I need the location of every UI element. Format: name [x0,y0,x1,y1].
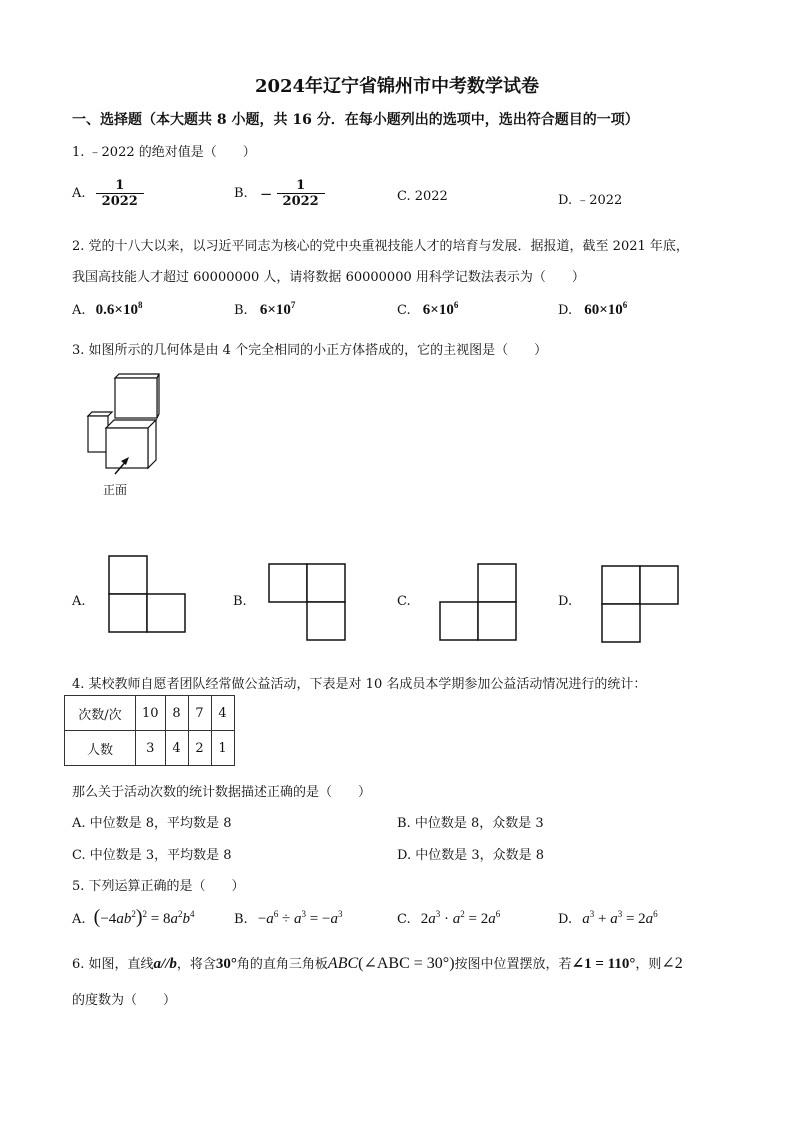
q2-d-label: D. [558,303,573,318]
q1-b-label: B. [234,186,248,201]
q5-a-label: A. [72,912,86,927]
q3-option-a-label[interactable]: A. [72,594,86,609]
q1-b-denominator: 2022 [277,193,325,209]
q5-option-c[interactable] [397,909,500,928]
q6-stem-line1 [72,953,683,973]
q2-option-d[interactable] [558,300,627,319]
q1-b-fraction [277,178,325,209]
q3-option-c-figure[interactable] [439,563,519,643]
q6-triangle-name: ABC [327,955,359,972]
q6-stem-line2: 的度数为（ ） [72,993,177,1008]
front-label: 正面 [103,483,128,497]
q6-angle1: ∠1 = 110° [571,956,636,972]
q2-option-b[interactable] [234,300,295,319]
q6-text-2: ，将含 [176,957,216,972]
q1-option-a[interactable] [72,178,144,209]
q1-stem: 1. ﹣2022 的绝对值是（ ） [72,145,256,160]
q2-c-label: C. [397,303,411,318]
q1-a-fraction [96,178,144,209]
table-cell: 8 [165,696,188,731]
q5-stem: 5. 下列运算正确的是（ ） [72,879,245,894]
q3-option-d-figure[interactable] [601,565,681,645]
q2-stem-line2: 我国高技能人才超过 60000000 人，请将数据 60000000 用科学记数法表示为（ ） [72,270,585,285]
table-row [65,731,235,766]
q2-c-value: $6\times 10^6$ [422,300,459,318]
q6-angle2: ∠2 [661,955,683,972]
q5-b-expression: $-a^6 \div a^3 = -a^3$ [257,909,343,927]
table-cell: 10 [136,696,166,731]
q1-option-c[interactable]: C. 2022 [397,189,448,204]
q4-option-b[interactable]: B. 中位数是 8，众数是 3 [397,816,544,831]
table-cell: 1 [211,731,234,766]
q5-d-label: D. [558,912,573,927]
q1-b-sign: − [259,184,273,203]
q5-c-label: C. [397,912,411,927]
q2-option-c[interactable] [397,300,458,319]
q5-option-a[interactable] [72,906,194,929]
q6-text-3: 角的直角三角板 [236,957,328,972]
q6-text-1: 6. 如图，直线 [72,957,154,972]
q1-b-numerator: 1 [296,178,306,193]
table-cell: 4 [165,731,188,766]
front-arrow-icon [112,455,132,477]
q2-a-label: A. [72,303,86,318]
q6-text-5: ，则 [635,957,662,972]
q2-a-value: $0.6\times 10^8$ [95,300,143,318]
q3-option-c-label[interactable]: C. [397,594,411,609]
table-row [65,696,235,731]
q4-option-d[interactable]: D. 中位数是 3，众数是 8 [397,848,545,863]
q6-condition: (∠ABC = 30°) [358,955,455,972]
q5-option-b[interactable] [234,909,342,928]
q3-stem: 3. 如图所示的几何体是由 4 个完全相同的小正方体搭成的，它的主视图是（ ） [72,343,548,358]
q5-c-expression: $2a^3 \cdot a^2 = 2a^6$ [420,909,501,927]
q1-option-d[interactable]: D. ﹣2022 [558,193,623,208]
table-cell: 人数 [65,731,136,766]
q1-a-numerator: 1 [115,178,125,193]
q3-option-b-figure[interactable] [268,563,348,643]
q6-parallel: a//b [153,956,177,972]
q4-stem: 4. 某校教师自愿者团队经常做公益活动，下表是对 10 名成员本学期参加公益活动情况进行的统计： [72,677,647,692]
table-cell: 次数/次 [65,696,136,731]
q4-question: 那么关于活动次数的统计数据描述正确的是（ ） [72,785,372,800]
q5-option-d[interactable] [558,909,658,928]
q2-stem-line1: 2. 党的十八大以来，以习近平同志为核心的党中央重视技能人才的培育与发展．据报道，截至 2021 年底， [72,239,689,254]
table-cell: 4 [211,696,234,731]
q1-a-denominator: 2022 [96,193,144,209]
section-heading: 一、选择题（本大题共 8 小题，共 16 分．在每小题列出的选项中，选出符合题目的一项） [72,112,639,128]
q3-option-a-figure[interactable] [108,555,188,635]
q5-d-expression: $a^3 + a^3 = 2a^6$ [582,909,658,927]
table-cell: 2 [188,731,211,766]
q2-d-value: $60\times 10^6$ [584,300,628,318]
q4-stats-table [64,695,235,766]
q2-b-label: B. [234,303,248,318]
q2-option-a[interactable] [72,300,142,319]
q4-option-a[interactable]: A. 中位数是 8，平均数是 8 [72,816,232,831]
q4-option-c[interactable]: C. 中位数是 3，平均数是 8 [72,848,232,863]
q1-a-label: A. [72,186,86,201]
q3-option-b-label[interactable]: B. [233,594,247,609]
q6-text-4: 按图中位置摆放，若 [454,957,572,972]
page-title: 2024年辽宁省锦州市中考数学试卷 [254,76,540,97]
q5-b-label: B. [234,912,248,927]
q2-b-value: $6\times 10^7$ [259,300,296,318]
q5-a-expression: $(-4ab^2)^2 = 8a^2b^4$ [93,906,195,928]
table-cell: 7 [188,696,211,731]
q3-option-d-label[interactable]: D. [558,594,573,609]
q1-option-b[interactable] [234,178,325,209]
table-cell: 3 [136,731,166,766]
q6-degree: 30° [215,956,237,972]
